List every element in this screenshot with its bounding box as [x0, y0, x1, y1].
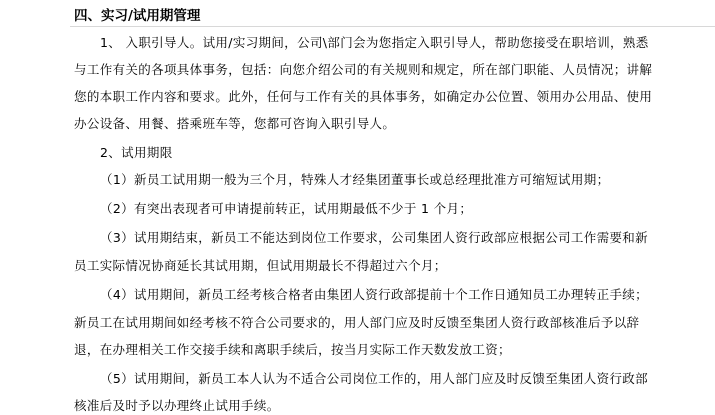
header-divider — [70, 26, 715, 27]
paragraph-line-2: 与工作有关的各项具体事务，包括：向您介绍公司的有关规则和规定，所在部门职能、人员情况；讲解 — [74, 62, 653, 77]
paragraph-line-4: 办公设备、用餐、搭乘班车等，您都可咨询入职引导人。 — [74, 116, 396, 131]
list-item-4: （4）试用期间，新员工经考核合格者由集团人资行政部提前十个工作日通知员工办理转正手续； — [100, 287, 649, 302]
list-item-4-continued-2: 退，在办理相关工作交接手续和离职手续后，按当月实际工作天数发放工资； — [74, 342, 511, 357]
list-item-2: （2）有突出表现者可申请提前转正，试用期最低不少于 1 个月； — [100, 201, 473, 216]
list-item-3-continued: 员工实际情况协商延长其试用期，但试用期最长不得超过六个月； — [74, 258, 447, 273]
subheading-probation-period: 2、试用期限 — [100, 145, 173, 160]
list-item-5-continued: 核准后及时予以办理终止试用手续。 — [74, 398, 280, 413]
list-item-3: （3）试用期结束，新员工不能达到岗位工作要求，公司集团人资行政部应根据公司工作需要和新 — [100, 230, 649, 245]
list-item-4-continued-1: 新员工在试用期间如经考核不符合公司要求的，用人部门应及时反馈至集团人资行政部核准后予以辞 — [74, 315, 640, 330]
paragraph-line-3: 您的本职工作内容和要求。此外，任何与工作有关的具体事务，如确定办公位置、领用办公用品、使用 — [74, 89, 653, 104]
section-heading: 四、实习/试用期管理 — [74, 8, 201, 24]
paragraph-line-1: 1、 入职引导人。试用/实习期间，公司\部门会为您指定入职引导人，帮助您接受在职培训，熟悉 — [100, 35, 649, 50]
list-item-1: （1）新员工试用期一般为三个月，特殊人才经集团董事长或总经理批准方可缩短试用期； — [100, 172, 610, 187]
list-item-5: （5）试用期间，新员工本人认为不适合公司岗位工作的，用人部门应及时反馈至集团人资行政部 — [100, 371, 649, 386]
